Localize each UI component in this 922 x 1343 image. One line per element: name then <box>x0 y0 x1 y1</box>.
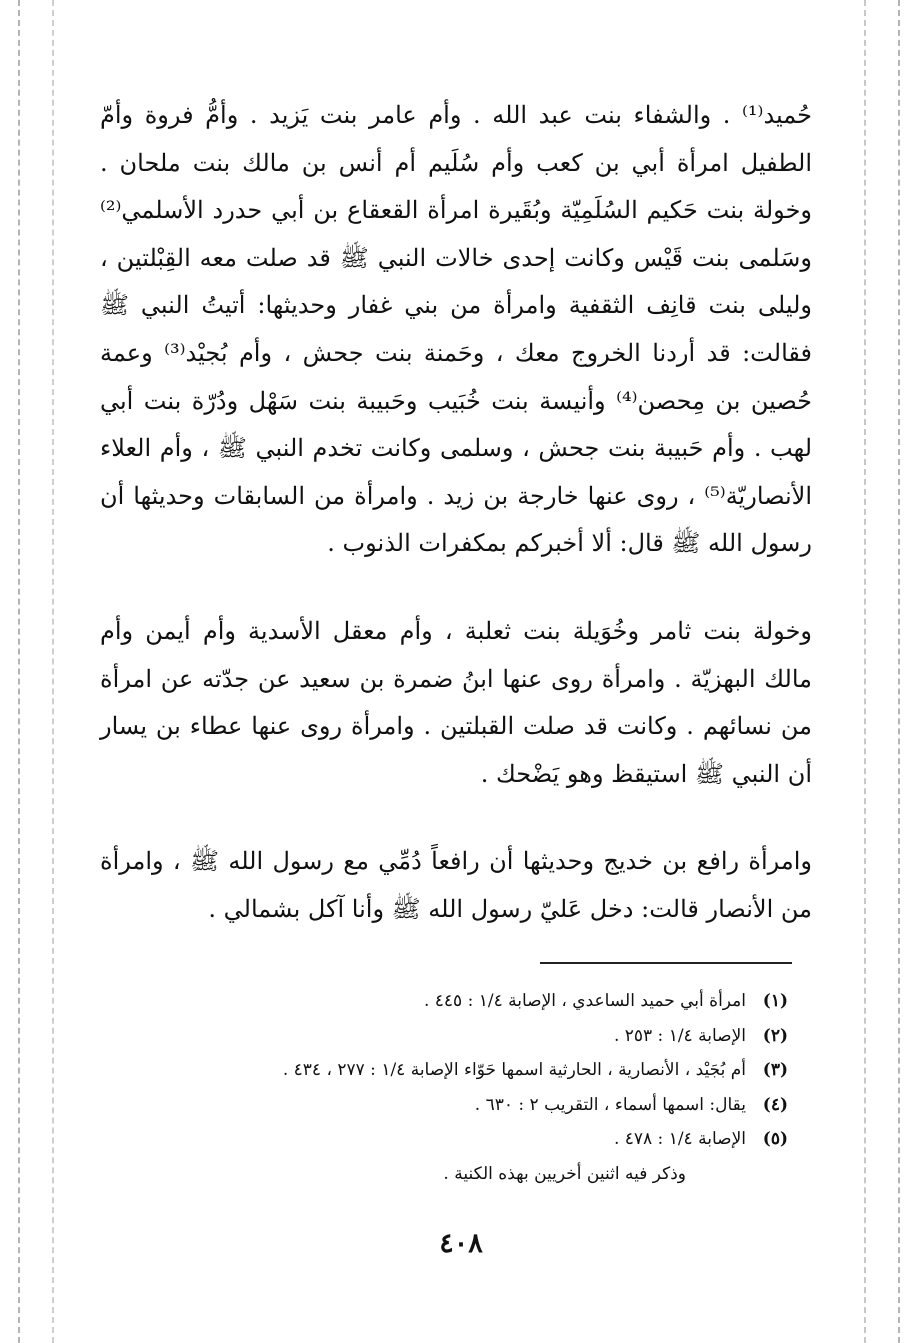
footnote-item <box>160 1088 788 1123</box>
footnote-text: امرأة أبي حميد الساعدي ، الإصابة ١/٤ : ٤٤٥ . <box>423 991 746 1011</box>
page-number: ٤٠٨ <box>439 1228 483 1259</box>
footnote-item <box>160 1053 788 1088</box>
footnote-item <box>160 1019 788 1054</box>
main-text-block <box>100 92 812 934</box>
scan-edge-marks-right <box>898 0 900 1343</box>
body-paragraph-3: وامرأة رافع بن خديج وحديثها أن رافعاً دُمِّي مع رسول الله ﷺ ، وامرأة من الأنصار قالت: دخل عَليّ رسول الله ﷺ وأنا آكل بشمالي . <box>100 847 813 923</box>
footnote-extra-text: وذكر فيه اثنين أخريين بهذه الكنية . <box>443 1163 686 1184</box>
footnote-continuation <box>160 1157 788 1192</box>
footnote-number: (٢) <box>762 1025 788 1046</box>
footnote-text: أم بُجَيْد ، الأنصارية ، الحارثية اسمها حَوّاء الإصابة ١/٤ : ٢٧٧ ، ٤٣٤ . <box>282 1060 746 1080</box>
footnote-separator <box>540 962 792 964</box>
footnote-item <box>160 1122 788 1157</box>
scan-edge-marks-left <box>18 0 20 1343</box>
footnote-text: الإصابة ١/٤ : ٢٥٣ . <box>613 1025 746 1046</box>
footnote-item <box>160 984 788 1019</box>
footnote-text: يقال: اسمها أسماء ، التقريب ٢ : ٦٣٠ . <box>474 1094 746 1115</box>
footnotes-list <box>160 984 788 1191</box>
footnote-number: (٥) <box>762 1129 788 1149</box>
footnote-number: (٤) <box>762 1094 788 1115</box>
scan-edge-marks-left-inner <box>52 0 54 1343</box>
footnote-number: (٣) <box>762 1060 788 1080</box>
footnote-text: الإصابة ١/٤ : ٤٧٨ . <box>613 1129 746 1149</box>
body-paragraph-2: وخولة بنت ثامر وخُوَيلة بنت ثعلبة ، وأم معقل الأسدية وأم أيمن وأم مالك البهزيّة . وامرأة روى عنها ابنُ ضمرة بن سعيد عن جدّته عن امرأة من نسائهم . وكانت قد صلت القبلتين . وامرأة روى عنها عطاء بن يسار أن النبي ﷺ استيقظ وهو يَضْحك . <box>100 616 812 788</box>
footnote-number: (١) <box>762 991 788 1011</box>
scan-edge-marks-right-inner <box>864 0 866 1343</box>
body-paragraph-1: حُميد⁽¹⁾ . والشفاء بنت عبد الله . وأم عامر بنت يَزيد . وأمُّ فروة وأمّ الطفيل امرأة أبي بن كعب وأم سُلَيم أم أنس بن مالك بنت ملحان . وخولة بنت حَكيم السُلَمِيّة وبُقَيرة امرأة القعقاع بن أبي حدرد الأسلمي⁽²⁾ وسَلمى بنت قَيْس وكانت إحدى خالات النبي ﷺ قد صلت معه القِبْلتين ، وليلى بنت قانِف الثقفية وامرأة من بني غفار وحديثها: أتيتُ النبي ﷺ فقالت: قد أردنا الخروج معك ، وحَمنة بنت جحش ، وأم بُجيْد⁽³⁾ وعمة حُصين بن مِحصن⁽⁴⁾ وأنيسة بنت خُبَيب وحَبيبة بنت سَهْل ودُرّة بنت أبي لهب . وأم حَبيبة بنت جحش ، وسلمى وكانت تخدم النبي ﷺ ، وأم العلاء الأنصاريّة⁽⁵⁾ ، روى عنها خارجة بن زيد . وامرأة من السابقات وحديثها أن رسول الله ﷺ قال: ألا أخبركم بمكفرات الذنوب . <box>100 101 813 558</box>
